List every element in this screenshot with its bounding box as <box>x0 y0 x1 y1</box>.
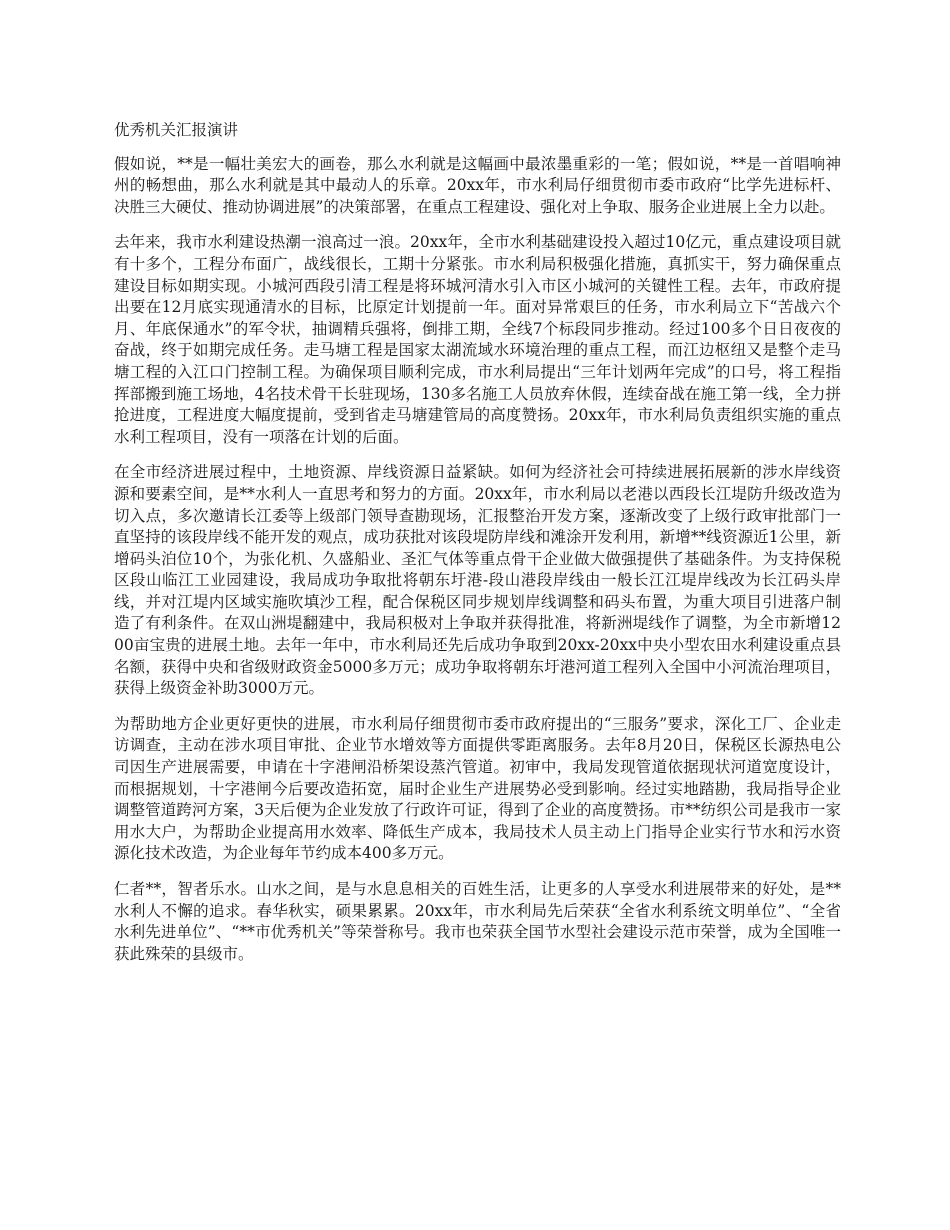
paragraph-intro: 假如说，**是一幅壮美宏大的画卷，那么水利就是这幅画中最浓墨重彩的一笔；假如说，**是一首唱响神州的畅想曲，那么水利就是其中最动人的乐章。20xx年，市水利局仔细贯彻市委市政府“比学先进标杆、决胜三大硬仗、推动协调进展”的决策部署，在重点工程建设、强化对上争取、服务企业进展上全力以赴。 <box>114 154 841 216</box>
document-page <box>114 120 841 979</box>
paragraph-shoreline: 在全市经济进展过程中，土地资源、岸线资源日益紧缺。如何为经济社会可持续进展拓展新的涉水岸线资源和要素空间，是**水利人一直思考和努力的方面。20xx年，市水利局以老港以西段长江堤防升级改造为切入点，多次邀请长江委等上级部门领导查勘现场，汇报整治开发方案，逐渐改变了上级行政审批部门一直坚持的该段岸线不能开发的观点，成功获批对该段堤防岸线和滩涂开发利用，新增**线资源近1公里，新增码头泊位10个，为张化机、久盛船业、圣汇气体等重点骨干企业做大做强提供了基础条件。为支持保税区段山临江工业园建设，我局成功争取批将朝东圩港-段山港段岸线由一般长江江堤岸线改为长江码头岸线，并对江堤内区域实施吹填沙工程，配合保税区同步规划岸线调整和码头布置，为重大项目引进落户制造了有利条件。在双山洲堤翻建中，我局积极对上争取并获得批准，将新洲堤线作了调整，为全市新增1200亩宝贵的进展土地。去年一年中，市水利局还先后成功争取到20xx-20xx中央小型农田水利建设重点县名额，获得中央和省级财政资金5000多万元；成功争取将朝东圩港河道工程列入全国中小河流治理项目，获得上级资金补助3000万元。 <box>114 463 841 698</box>
document-title: 优秀机关汇报演讲 <box>114 121 239 139</box>
paragraph-construction: 去年来，我市水利建设热潮一浪高过一浪。20xx年，全市水利基础建设投入超过10亿元，重点建设项目就有十多个，工程分布面广，战线很长，工期十分紧张。市水利局积极强化措施，真抓实干，努力确保重点建设目标如期实现。小城河西段引清工程是将环城河清水引入市区小城河的关键性工程。去年，市政府提出要在12月底实现通清水的目标，比原定计划提前一年。面对异常艰巨的任务，市水利局立下“苦战六个月、年底保通水”的军令状，抽调精兵强将，倒排工期，全线7个标段同步推动。经过100多个日日夜夜的奋战，终于如期完成任务。走马塘工程是国家太湖流域水环境治理的重点工程，而江边枢纽又是整个走马塘工程的入江口门控制工程。为确保项目顺利完成，市水利局提出“三年计划两年完成”的口号，将工程指挥部搬到施工场地，4名技术骨干长驻现场，130多名施工人员放弃休假，连续奋战在施工第一线，全力拼抢进度，工程进度大幅度提前，受到省走马塘建管局的高度赞扬。20xx年，市水利局负责组织实施的重点水利工程项目，没有一项落在计划的后面。 <box>114 233 841 446</box>
paragraph-honors: 仁者**，智者乐水。山水之间，是与水息息相关的百姓生活，让更多的人享受水利进展带来的好处，是**水利人不懈的追求。春华秋实，硕果累累。20xx年，市水利局先后荣获“全省水利系统文明单位”、“全省水利先进单位”、“**市优秀机关”等荣誉称号。我市也荣获全国节水型社会建设示范市荣誉，成为全国唯一获此殊荣的县级市。 <box>114 880 841 963</box>
paragraph-service: 为帮助地方企业更好更快的进展，市水利局仔细贯彻市委市政府提出的“三服务”要求，深化工厂、企业走访调查，主动在涉水项目审批、企业节水增效等方面提供零距离服务。去年8月20日，保税区长源热电公司因生产进展需要，申请在十字港闸沿桥架设蒸汽管道。初审中，我局发现管道依据现状河道宽度设计，而根据规划，十字港闸今后要改造拓宽，届时企业生产进展势必受到影响。经过实地踏勘，我局指导企业调整管道跨河方案，3天后便为企业发放了行政许可证，得到了企业的高度赞扬。市**纺织公司是我市一家用水大户，为帮助企业提高用水效率、降低生产成本，我局技术人员主动上门指导企业实行节水和污水资源化技术改造，为企业每年节约成本400多万元。 <box>114 714 841 863</box>
